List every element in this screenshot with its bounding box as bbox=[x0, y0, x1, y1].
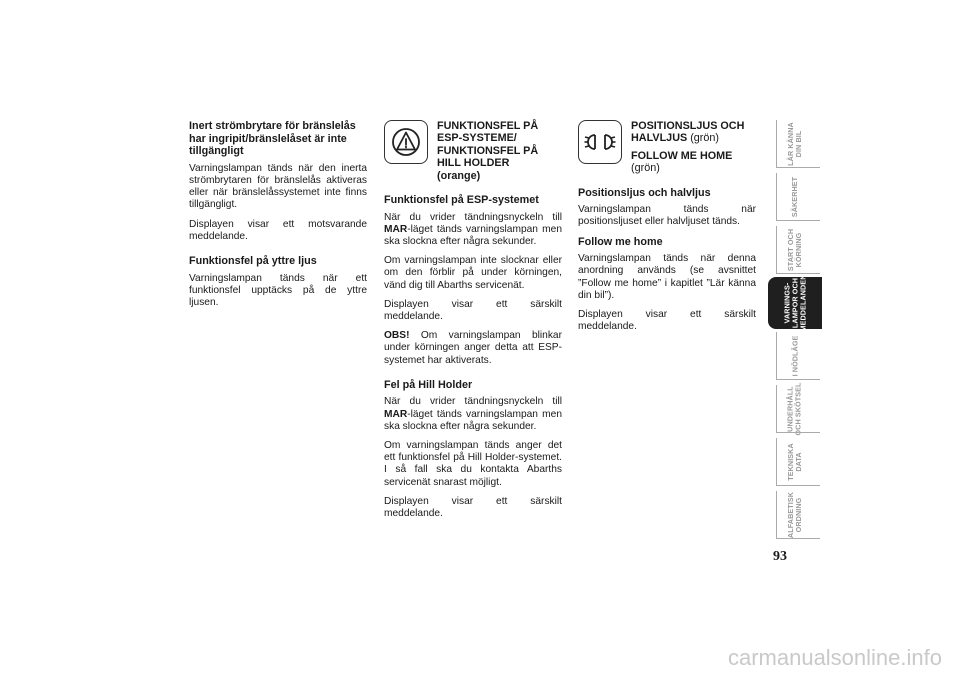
tab-alfabetisk-ordning[interactable]: ALFABETISK ORDNING bbox=[768, 489, 822, 541]
heading-esp-fault: Funktionsfel på ESP-systemet bbox=[384, 194, 539, 207]
paragraph: Displayen visar ett motsvarande meddelande. bbox=[189, 218, 367, 242]
heading-hill-holder: Fel på Hill Holder bbox=[384, 378, 473, 391]
tab-lar-kanna-din-bil[interactable]: LÄR KÄNNA DIN BIL bbox=[768, 118, 822, 170]
tab-varningslampor-och-meddelanden[interactable]: VARNINGS- LAMPOR OCH MEDDELANDEN bbox=[768, 277, 822, 329]
paragraph: Varningslampan tänds när ett funktionsfel upptäcks på de yttre ljusen. bbox=[189, 272, 367, 308]
heading-fuel-cutoff: Inert strömbrytare för bränslelås har ingripit/bränslelåset är inte tillgängligt bbox=[189, 120, 356, 158]
heading-position-lights: Positionsljus och halvljus bbox=[578, 186, 711, 199]
column-position-lights bbox=[578, 120, 756, 340]
paragraph: Om varningslampan tänds anger det ett funktionsfel på Hill Holder-systemet. I så fall ska du kontakta Abarths servicenät snarast möjligt. bbox=[384, 440, 562, 488]
esp-warning-header bbox=[384, 120, 562, 182]
paragraph: Om varningslampan inte slocknar eller om den förblir på under körningen, vänd dig till Abarths servicenät. bbox=[384, 255, 562, 291]
tab-sakerhet[interactable]: SÄKERHET bbox=[768, 171, 822, 223]
paragraph: När du vrider tändningsnyckeln till MAR-läget tänds varningslampan men ska slockna efter några sekunder. bbox=[384, 211, 562, 248]
watermark: carmanualsonline.info bbox=[727, 645, 942, 670]
esp-warning-triangle-icon bbox=[384, 120, 428, 164]
esp-warning-title: FUNKTIONSFEL PÅ ESP-SYSTEME/ FUNKTIONSFEL PÅ HILL HOLDER (orange) bbox=[437, 120, 539, 182]
obs-label: OBS! bbox=[384, 330, 410, 342]
page-number: 93 bbox=[773, 549, 787, 564]
paragraph: Displayen visar ett särskilt meddelande. bbox=[384, 495, 562, 520]
heading-follow-me-home: Follow me home bbox=[578, 235, 663, 248]
paragraph: Displayen visar ett särskilt meddelande. bbox=[384, 298, 562, 323]
chapter-tabs bbox=[768, 118, 822, 542]
tab-start-och-korning[interactable]: START OCH KÖRNING bbox=[768, 224, 822, 276]
position-lights-icon bbox=[578, 120, 622, 164]
paragraph: OBS! Om varningslampan blinkar under körningen anger detta att ESP-systemet har aktiverats. bbox=[384, 330, 562, 366]
tab-i-nodlage[interactable]: I NÖDLÄGE bbox=[768, 330, 822, 382]
column-fuel-cutoff bbox=[189, 120, 367, 316]
heading-exterior-lights: Funktionsfel på yttre ljus bbox=[189, 255, 317, 267]
paragraph: Varningslampan tänds när den inerta strömbrytaren för bränslelås aktiveras eller när bränslelåssystemet inte finns tillgängligt. bbox=[189, 162, 367, 211]
paragraph: Varningslampan tänds när denna anordning används (se avsnittet ”Follow me home” i kapitlet ”Lär känna din bil”). bbox=[578, 253, 756, 301]
paragraph: När du vrider tändningsnyckeln till MAR-läget tänds varningslampan men ska slockna efter några sekunder. bbox=[384, 396, 562, 432]
tab-underhall-och-skotsel[interactable]: UNDERHÅLL OCH SKÖTSEL bbox=[768, 383, 822, 435]
paragraph: Displayen visar ett särskilt meddelande. bbox=[578, 309, 756, 333]
position-lights-title: POSITIONSLJUS OCH HALVLJUS (grön) FOLLOW ME HOME (grön) bbox=[631, 120, 745, 175]
tab-tekniska-data[interactable]: TEKNISKA DATA bbox=[768, 436, 822, 488]
paragraph: Varningslampan tänds när positionsljuset eller halvljuset tänds. bbox=[578, 204, 756, 228]
column-esp bbox=[384, 120, 562, 527]
position-lights-header bbox=[578, 120, 756, 175]
